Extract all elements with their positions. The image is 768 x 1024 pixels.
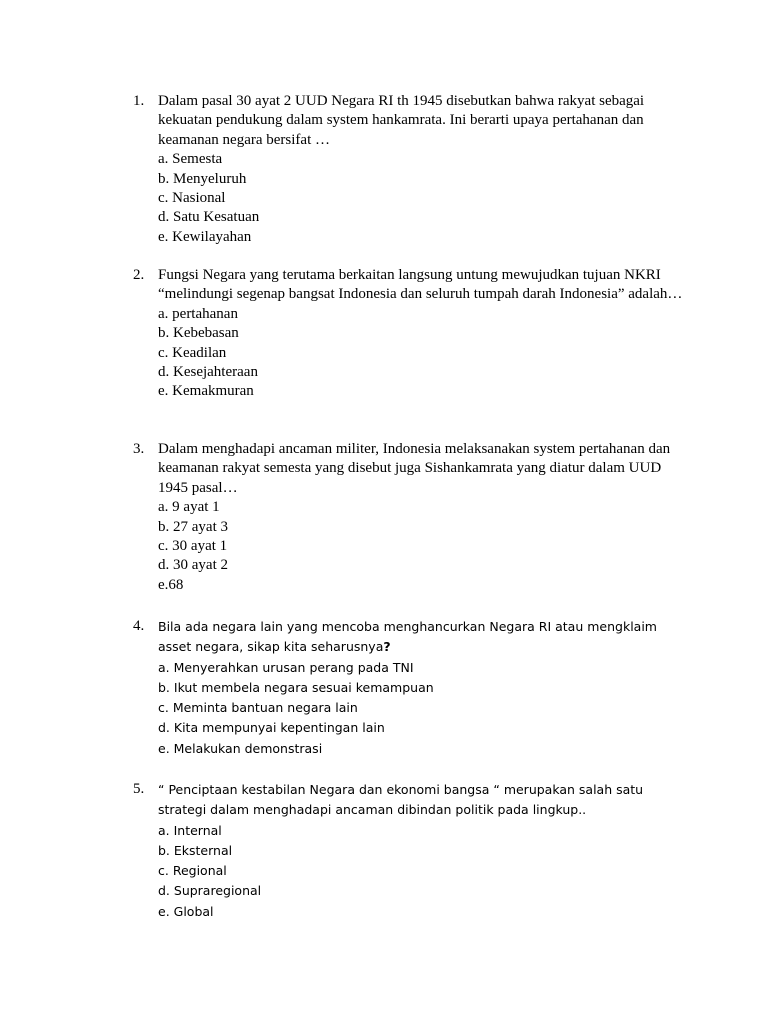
- option-c: c. Keadilan: [158, 344, 227, 361]
- option-d: d. Supraregional: [158, 883, 262, 899]
- question-number: 4.: [133, 618, 145, 634]
- question-2: [133, 266, 693, 402]
- question-number: 2.: [133, 267, 145, 283]
- question-stem: “ Penciptaan kestabilan Negara dan ekonomi bangsa “ merupakan salah satu strategi dalam menghadapi ancaman dibindan politik pada lingkup..: [158, 782, 644, 818]
- option-d: d. Kita mempunyai kepentingan lain: [158, 720, 385, 736]
- option-b: b. Kebebasan: [158, 325, 239, 342]
- option-c: c. Regional: [158, 863, 227, 879]
- option-b: b. Eksternal: [158, 842, 233, 858]
- question-number: 5.: [133, 781, 145, 797]
- question-stem: Fungsi Negara yang terutama berkaitan langsung untung mewujudkan tujuan NKRI “melindungi segenap bangsat Indonesia dan seluruh tumpah darah Indonesia” adalah…: [158, 267, 683, 303]
- option-e: e. Melakukan demonstrasi: [158, 740, 323, 756]
- question-5: [133, 780, 693, 922]
- option-a: a. pertahanan: [158, 305, 238, 322]
- question-number: 1.: [133, 93, 145, 109]
- option-a: a. Semesta: [158, 151, 223, 168]
- option-b: b. Ikut membela negara sesuai kemampuan: [158, 679, 434, 695]
- option-e: e. Global: [158, 903, 214, 919]
- question-4: [133, 617, 693, 759]
- option-a: a. Menyerahkan urusan perang pada TNI: [158, 659, 414, 675]
- option-e: e. Kemakmuran: [158, 383, 254, 400]
- option-d: d. 30 ayat 2: [158, 557, 228, 574]
- option-b: b. Menyeluruh: [158, 170, 247, 187]
- option-c: c. Nasional: [158, 190, 226, 207]
- question-3: [133, 440, 693, 595]
- option-e: e.68: [158, 576, 184, 593]
- option-b: b. 27 ayat 3: [158, 518, 228, 535]
- option-c: c. 30 ayat 1: [158, 538, 228, 555]
- option-d: d. Satu Kesatuan: [158, 209, 260, 226]
- question-stem: [158, 617, 693, 658]
- option-e: e. Kewilayahan: [158, 228, 252, 245]
- question-stem: Dalam pasal 30 ayat 2 UUD Negara RI th 1945 disebutkan bahwa rakyat sebagai kekuatan pendukung dalam system hankamrata. Ini berarti upaya pertahanan dan keamanan negara bersifat …: [158, 93, 645, 148]
- question-1: [133, 92, 693, 247]
- option-d: d. Kesejahteraan: [158, 364, 258, 381]
- option-a: a. 9 ayat 1: [158, 499, 220, 516]
- question-stem-text: Bila ada negara lain yang mencoba menghancurkan Negara RI atau mengklaim asset negara, sikap kita seharusnya: [158, 619, 657, 655]
- question-stem: Dalam menghadapi ancaman militer, Indonesia melaksanakan system pertahanan dan keamanan rakyat semesta yang disebut juga Sishankamrata yang diatur dalam UUD 1945 pasal…: [158, 441, 671, 496]
- question-mark: ?: [383, 639, 391, 655]
- option-a: a. Internal: [158, 822, 222, 838]
- option-c: c. Meminta bantuan negara lain: [158, 700, 358, 716]
- question-number: 3.: [133, 441, 145, 457]
